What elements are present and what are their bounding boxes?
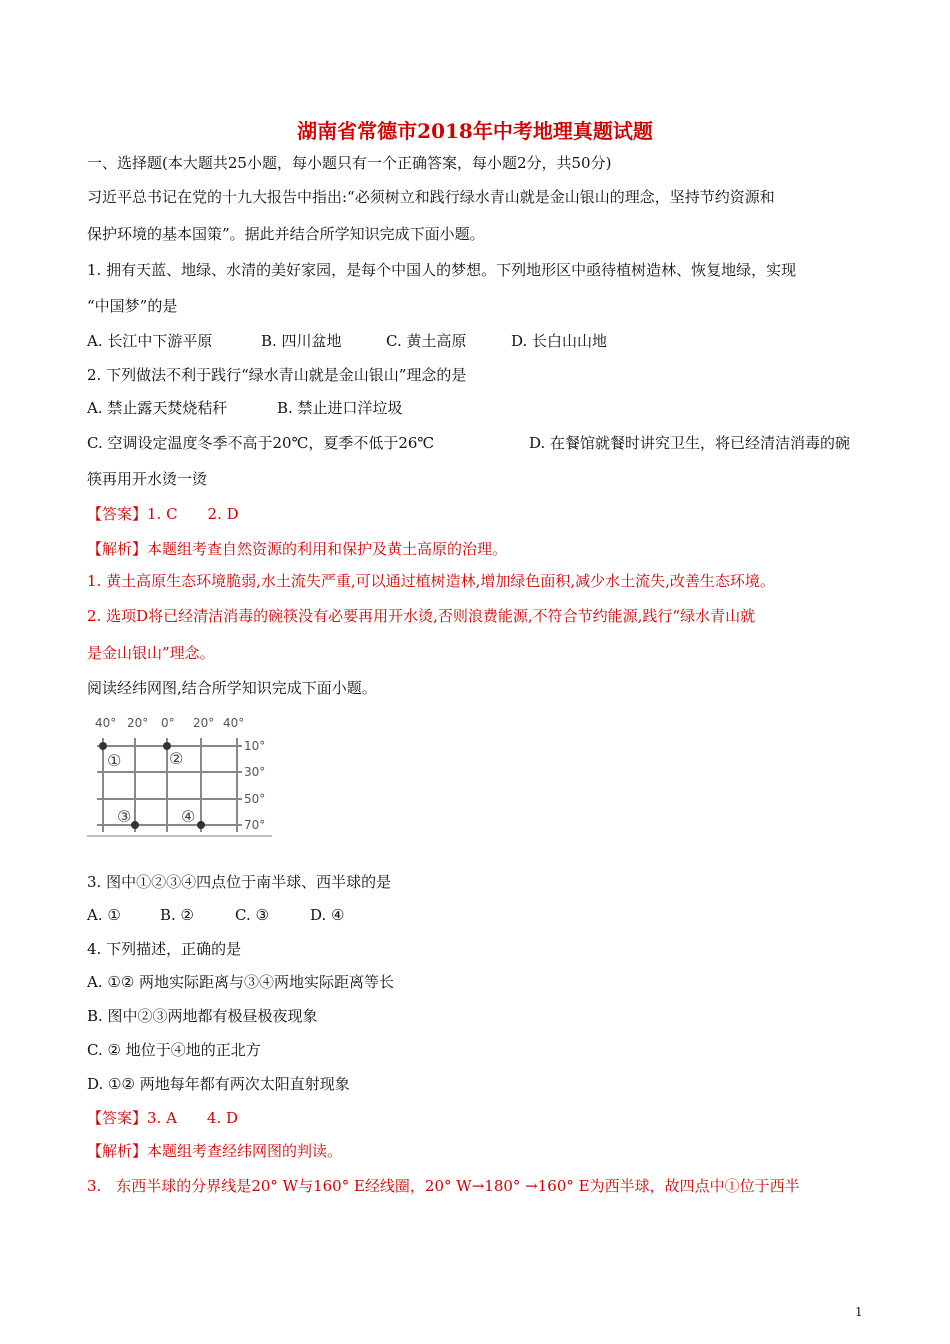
q4-option-b: B. 图中②③两地都有极昼极夜现象 — [87, 1007, 318, 1025]
intro-line-1: 习近平总书记在党的十九大报告中指出:“必须树立和践行绿水青山就是金山银山的理念，坚持节约资源和 — [87, 188, 775, 206]
q3-option-d: D. ④ — [310, 906, 345, 924]
q3-option-c: C. ③ — [235, 906, 269, 924]
q3-option-b: B. ② — [160, 906, 195, 924]
point-1-dot — [99, 742, 107, 750]
top-label-40e: 40° — [223, 716, 245, 730]
top-label-0: 0° — [161, 716, 175, 730]
page-number: 1 — [855, 1305, 863, 1319]
q1-option-b: B. 四川盆地 — [261, 332, 342, 350]
analysis-2: 【解析】本题组考查经纬网图的判读。 — [87, 1142, 343, 1160]
point-1-label: ① — [107, 751, 122, 770]
q2-option-d: D. 在餐馆就餐时讲究卫生，将已经清洁消毒的碗 — [529, 434, 851, 452]
q1-option-d: D. 长白山山地 — [511, 332, 608, 350]
point-3-label: ③ — [117, 807, 132, 826]
intro-line-2: 保护环境的基本国策”。据此并结合所学知识完成下面小题。 — [87, 225, 485, 243]
page-title: 湖南省常德市2018年中考地理真题试题 — [297, 119, 653, 143]
analysis-1: 【解析】本题组考查自然资源的利用和保护及黄土高原的治理。 — [87, 540, 508, 558]
section-header: 一、选择题(本大题共25小题，每小题只有一个正确答案，每小题2分，共50分) — [87, 154, 612, 172]
q3-stem: 3. 图中①②③④四点位于南半球、西半球的是 — [87, 873, 392, 891]
top-label-40w: 40° — [95, 716, 117, 730]
answer-1: 【答案】1. C 2. D — [87, 505, 239, 523]
q1-options — [87, 331, 607, 351]
q4-option-d: D. ①② 两地每年都有两次太阳直射现象 — [87, 1075, 350, 1093]
point-2-label: ② — [169, 749, 184, 768]
q1-stem-line-2: “中国梦”的是 — [87, 297, 178, 315]
point-4-dot — [197, 821, 205, 829]
q2-option-a: A. 禁止露天焚烧秸秆 — [87, 399, 228, 417]
q3-options — [87, 905, 344, 925]
q1-stem-line-1: 1. 拥有天蓝、地绿、水清的美好家园，是每个中国人的梦想。下列地形区中亟待植树造林、恢复地绿，实现 — [87, 261, 797, 279]
explanation-1: 1. 黄土高原生态环境脆弱,水土流失严重,可以通过植树造林,增加绿色面积,减少水土流失,改善生态环境。 — [87, 572, 775, 590]
q2-options-cd — [87, 433, 850, 453]
q2-option-d-cont: 筷再用开水烫一烫 — [87, 470, 208, 488]
right-label-70: 70° — [244, 818, 266, 832]
q3-option-a: A. ① — [87, 906, 121, 924]
point-4-label: ④ — [181, 807, 196, 826]
point-3-dot — [131, 821, 139, 829]
q1-option-a: A. 长江中下游平原 — [87, 332, 213, 350]
map-intro: 阅读经纬网图,结合所学知识完成下面小题。 — [87, 679, 377, 697]
top-label-20e: 20° — [193, 716, 215, 730]
q4-stem: 4. 下列描述，正确的是 — [87, 940, 242, 958]
q2-stem: 2. 下列做法不利于践行“绿水青山就是金山银山”理念的是 — [87, 366, 467, 384]
q2-options-ab — [87, 398, 403, 418]
explanation-3: 3. 东西半球的分界线是20° W与160° E经线圈，20° W→180° →160° E为西半球，故四点中①位于西半 — [87, 1177, 800, 1195]
answer-2: 【答案】3. A 4. D — [87, 1109, 239, 1127]
right-label-50: 50° — [244, 792, 266, 806]
lat-lon-grid-figure — [87, 710, 277, 838]
explanation-2-line-2: 是金山银山”理念。 — [87, 644, 215, 662]
q4-option-c: C. ② 地位于④地的正北方 — [87, 1041, 261, 1059]
explanation-2-line-1: 2. 选项D将已经清洁消毒的碗筷没有必要再用开水烫,否则浪费能源,不符合节约能源,践行“绿水青山就 — [87, 607, 756, 625]
q2-option-c: C. 空调设定温度冬季不高于20℃，夏季不低于26℃ — [87, 434, 435, 452]
right-label-10: 10° — [244, 739, 266, 753]
top-label-20w: 20° — [127, 716, 149, 730]
right-label-30: 30° — [244, 765, 266, 779]
q4-option-a: A. ①② 两地实际距离与③④两地实际距离等长 — [87, 973, 395, 991]
q2-option-b: B. 禁止进口洋垃圾 — [277, 399, 403, 417]
q1-option-c: C. 黄土高原 — [386, 332, 467, 350]
